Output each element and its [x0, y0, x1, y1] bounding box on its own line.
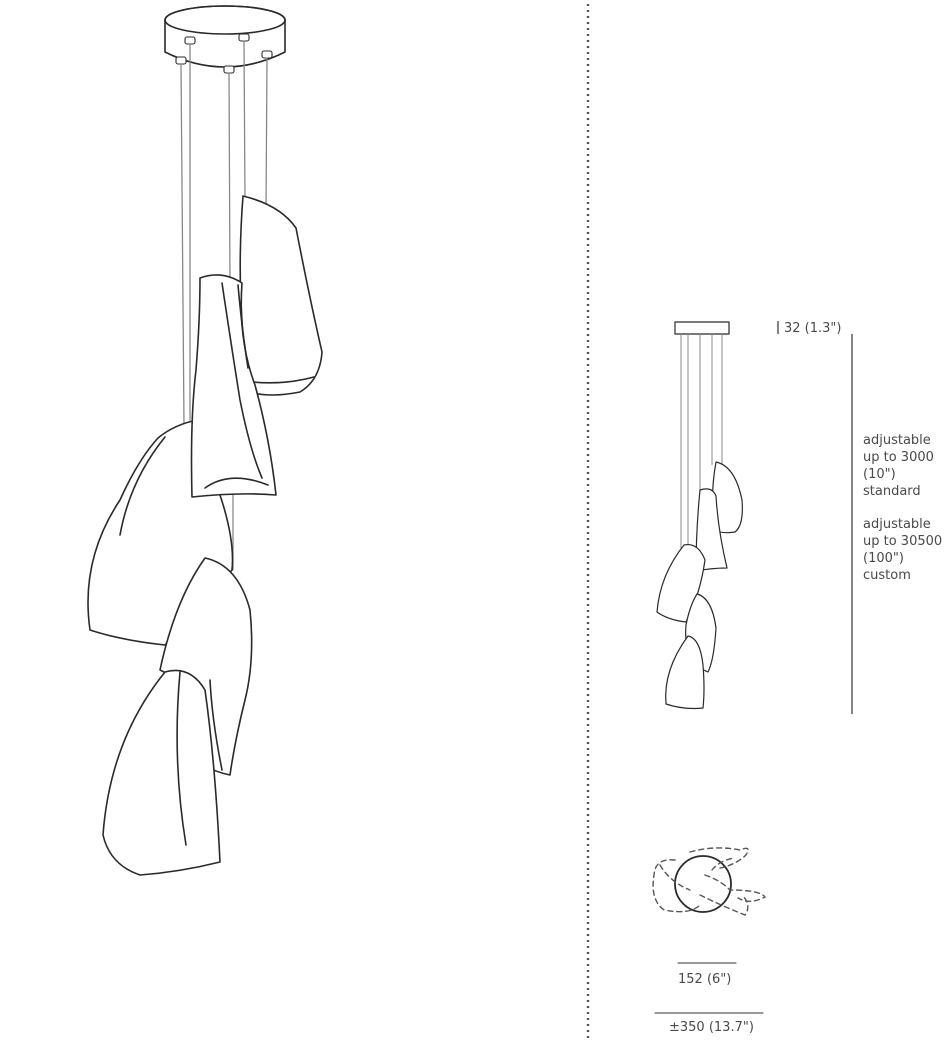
standard-line-1: adjustable — [863, 433, 931, 448]
elevation-drawing — [657, 321, 852, 714]
canopy-height-label: 32 (1.3") — [784, 321, 842, 336]
plan-view — [653, 848, 765, 1013]
custom-line-4: custom — [863, 568, 911, 583]
large-pendant-drawing — [88, 6, 322, 875]
plan-shade-outlines — [653, 848, 765, 915]
standard-line-3: (10") — [863, 467, 896, 482]
shade-5 — [103, 670, 220, 875]
shade-1 — [240, 196, 322, 395]
standard-line-4: standard — [863, 484, 921, 499]
standard-line-2: up to 3000 — [863, 450, 934, 465]
adjustable-length-notes — [863, 432, 942, 584]
spread-label: ±350 (13.7") — [669, 1020, 754, 1035]
canopy-diameter-label: 152 (6") — [678, 972, 732, 987]
elevation-canopy — [675, 322, 729, 334]
custom-line-2: up to 30500 — [863, 534, 943, 549]
custom-line-3: (100") — [863, 551, 904, 566]
custom-line-1: adjustable — [863, 517, 931, 532]
